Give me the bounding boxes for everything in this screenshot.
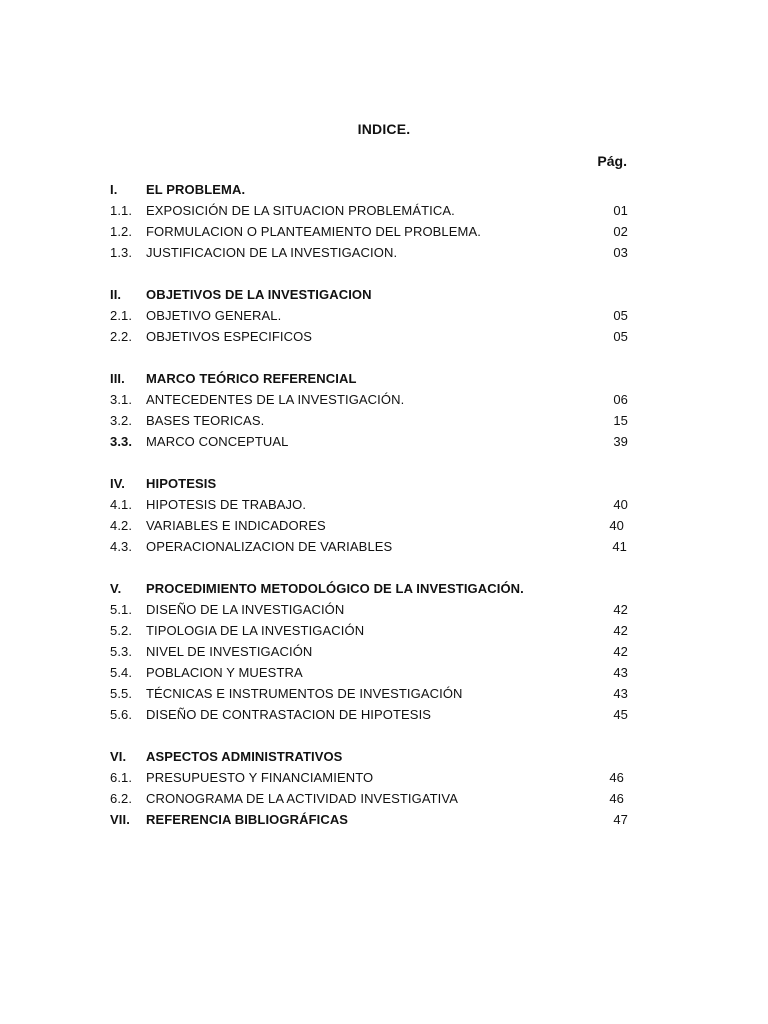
toc-label: TÉCNICAS E INSTRUMENTOS DE INVESTIGACIÓN [146,686,463,701]
toc-section-5 [110,581,628,602]
toc-page: 40 [613,497,628,512]
toc-section-1 [110,182,628,203]
toc-page: 39 [613,434,628,449]
toc-number: 1.1. [110,203,133,218]
toc-label: HIPOTESIS DE TRABAJO. [146,497,307,512]
toc-page: 47 [613,812,628,827]
toc-number: 5.1. [110,602,133,617]
toc-entry [110,434,628,455]
toc-label: TIPOLOGIA DE LA INVESTIGACIÓN [146,623,365,638]
toc-section-6 [110,749,628,770]
toc-page: 42 [613,644,628,659]
toc-page: 45 [613,707,628,722]
toc-label: ANTECEDENTES DE LA INVESTIGACIÓN. [146,392,405,407]
toc-entry [110,497,628,518]
toc-number: VII. [110,812,130,827]
toc-number: 5.6. [110,707,133,722]
toc-page: 43 [613,665,628,680]
toc-number: 4.3. [110,539,133,554]
toc-label: PRESUPUESTO Y FINANCIAMIENTO [146,770,374,785]
toc-page: 01 [613,203,628,218]
toc-entry [110,203,628,224]
toc-label: JUSTIFICACION DE LA INVESTIGACION. [146,245,398,260]
toc-label: REFERENCIA BIBLIOGRÁFICAS [146,812,349,827]
toc-page: 43 [613,686,628,701]
toc-entry [110,329,628,350]
toc-page: 40 [609,518,624,533]
toc-label: OBJETIVOS ESPECIFICOS [146,329,313,344]
toc-number: 5.3. [110,644,133,659]
toc-number: 5.4. [110,665,133,680]
toc-number: 2.1. [110,308,133,323]
toc-label: POBLACION Y MUESTRA [146,665,303,680]
toc-entry [110,539,628,560]
toc-label: DISEÑO DE LA INVESTIGACIÓN [146,602,345,617]
toc-label: NIVEL DE INVESTIGACIÓN [146,644,313,659]
toc-label: EL PROBLEMA. [146,182,246,197]
toc-number: 1.3. [110,245,133,260]
toc-page: 42 [613,623,628,638]
toc-number: IV. [110,476,126,491]
toc-label: BASES TEORICAS. [146,413,265,428]
toc-entry [110,770,628,791]
toc-page: 42 [613,602,628,617]
toc-label: DISEÑO DE CONTRASTACION DE HIPOTESIS [146,707,432,722]
toc-number: 5.5. [110,686,133,701]
table-of-contents [110,182,628,833]
toc-page: 41 [612,539,627,554]
toc-page: 05 [613,308,628,323]
toc-label: OBJETIVO GENERAL. [146,308,282,323]
toc-page: 46 [609,770,624,785]
toc-label: PROCEDIMIENTO METODOLÓGICO DE LA INVESTIGACIÓN. [146,581,524,596]
toc-number: I. [110,182,118,197]
toc-entry [110,518,628,539]
toc-label: OPERACIONALIZACION DE VARIABLES [146,539,393,554]
toc-label: MARCO TEÓRICO REFERENCIAL [146,371,357,386]
toc-section-4 [110,476,628,497]
toc-label: HIPOTESIS [146,476,217,491]
toc-entry [110,686,628,707]
toc-number: 1.2. [110,224,133,239]
toc-page: 46 [609,791,624,806]
toc-section-2 [110,287,628,308]
toc-number: 2.2. [110,329,133,344]
toc-number: 5.2. [110,623,133,638]
toc-number: II. [110,287,122,302]
toc-number: 4.1. [110,497,133,512]
toc-section-7 [110,812,628,833]
toc-label: ASPECTOS ADMINISTRATIVOS [146,749,343,764]
toc-page: 02 [613,224,628,239]
page-title: INDICE. [357,121,411,137]
toc-page: 05 [613,329,628,344]
toc-page: 15 [613,413,628,428]
toc-number: V. [110,581,122,596]
toc-entry [110,602,628,623]
toc-number: 4.2. [110,518,133,533]
toc-page: 03 [613,245,628,260]
toc-number: VI. [110,749,127,764]
toc-number: 3.1. [110,392,133,407]
toc-entry [110,707,628,728]
toc-entry [110,623,628,644]
toc-number: 3.2. [110,413,133,428]
toc-number: 6.1. [110,770,133,785]
toc-number: 6.2. [110,791,133,806]
toc-label: VARIABLES E INDICADORES [146,518,326,533]
toc-entry [110,413,628,434]
toc-label: OBJETIVOS DE LA INVESTIGACION [146,287,372,302]
toc-entry [110,245,628,266]
page-column-header: Pág. [597,153,627,169]
toc-label: EXPOSICIÓN DE LA SITUACION PROBLEMÁTICA. [146,203,455,218]
toc-entry [110,392,628,413]
toc-section-3 [110,371,628,392]
toc-entry [110,308,628,329]
toc-label: MARCO CONCEPTUAL [146,434,289,449]
toc-page: 06 [613,392,628,407]
toc-entry [110,791,628,812]
toc-entry [110,224,628,245]
toc-number: III. [110,371,125,386]
toc-label: CRONOGRAMA DE LA ACTIVIDAD INVESTIGATIVA [146,791,458,806]
toc-entry [110,644,628,665]
toc-number: 3.3. [110,434,133,449]
toc-label: FORMULACION O PLANTEAMIENTO DEL PROBLEMA. [146,224,481,239]
toc-entry [110,665,628,686]
